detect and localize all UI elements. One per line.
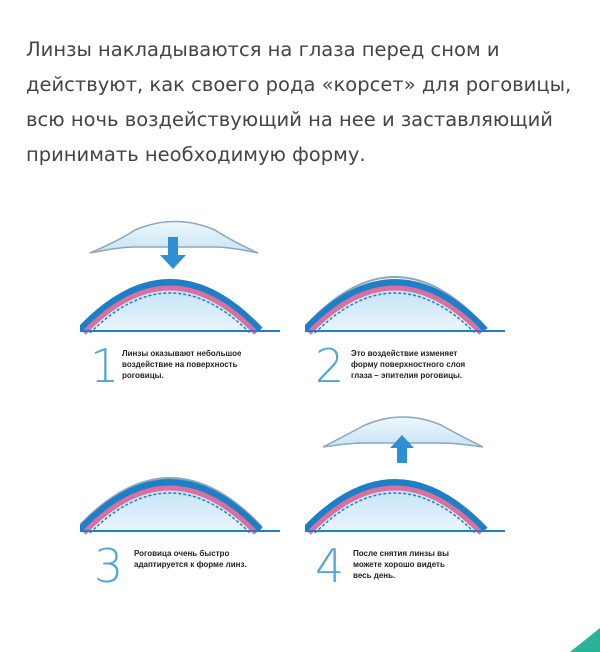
step-2-panel [305,215,505,393]
step-text-line: форму поверхностного слоя [351,360,466,369]
step-3-panel [80,415,280,593]
step-number: 3 [94,539,124,593]
step-number: 2 [315,339,345,393]
step-text-line: можете хорошо видеть [353,560,445,569]
step-description [353,548,493,581]
step-text-line: адаптируется к форме линз. [134,560,247,569]
step-text-line: весь день. [353,571,396,580]
step-description [134,548,274,570]
step-description [122,348,272,381]
step-number: 4 [315,539,345,593]
corner-decoration [560,628,600,652]
intro-line: принимать необходимую форму. [26,143,366,166]
intro-line: действуют, как своего рода «корсет» для роговицы, [26,73,572,96]
step-text-line: Это воздействие изменяет [351,349,458,358]
step-text-line: воздействие на поверхность [122,360,238,369]
step-text-line: Роговица очень быстро [134,549,230,558]
step-description [351,348,501,381]
step-text-line: Линзы оказывают небольшое [122,349,242,358]
step-2-illustration [305,215,505,335]
step-number: 1 [90,339,120,393]
intro-line: Линзы накладываются на глаза перед сном и [26,38,500,61]
step-4-panel [305,415,505,593]
intro-line: всю ночь воздействующий на нее и заставляющий [26,108,553,131]
step-1-illustration [80,215,280,335]
step-1-panel [80,215,280,393]
step-text-line: глаза – эпителия роговицы. [351,371,463,380]
intro-paragraph [26,32,586,172]
step-4-illustration [305,415,505,535]
step-3-illustration [80,415,280,535]
step-text-line: роговицы. [122,371,164,380]
step-text-line: После снятия линзы вы [353,549,449,558]
